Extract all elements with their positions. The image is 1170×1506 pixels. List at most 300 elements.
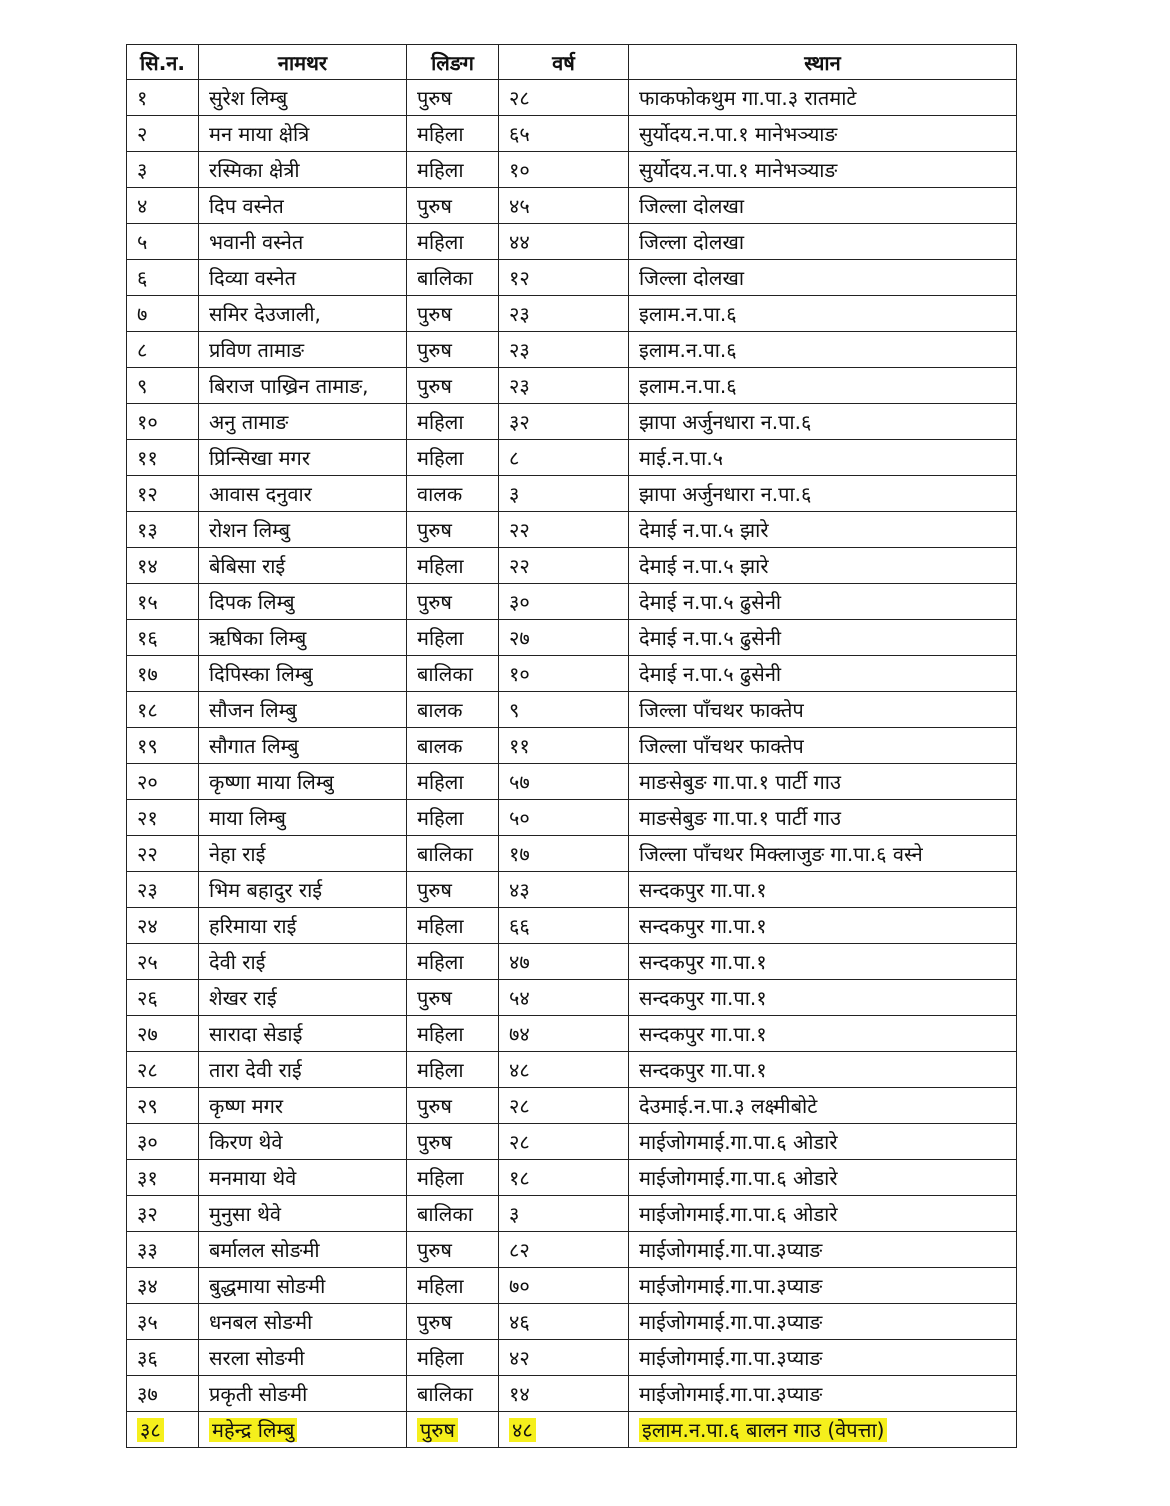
cell-name-text: मुनुसा थेवे	[209, 1202, 282, 1226]
cell-place-text: माईजोगमाई.गा.पा.३प्याङ	[639, 1382, 823, 1406]
cell-age	[499, 368, 629, 404]
cell-serial	[127, 1340, 199, 1376]
table-row	[127, 1268, 1017, 1304]
cell-place-text: सुर्योदय.न.पा.१ मानेभञ्याङ	[639, 122, 838, 146]
cell-place	[629, 296, 1017, 332]
cell-age	[499, 224, 629, 260]
cell-gender-text: महिला	[417, 410, 464, 434]
cell-age-text: ७०	[509, 1274, 530, 1298]
cell-gender-text: पुरुष	[417, 1310, 452, 1334]
cell-age	[499, 1268, 629, 1304]
cell-place-text: माईजोगमाई.गा.पा.३प्याङ	[639, 1274, 823, 1298]
cell-serial-text: २१	[137, 806, 158, 830]
table-row	[127, 296, 1017, 332]
table-row	[127, 764, 1017, 800]
cell-age-text: ९	[509, 698, 520, 722]
cell-serial-text: २८	[137, 1058, 158, 1082]
cell-age	[499, 656, 629, 692]
cell-age-text: ३	[509, 1202, 520, 1226]
cell-name-text: देवी राई	[209, 950, 266, 974]
cell-age-text: १०	[509, 662, 530, 686]
cell-age	[499, 1376, 629, 1412]
cell-name-text: बेबिसा राई	[209, 554, 286, 578]
cell-place-text: देमाई न.पा.५ ढुसेनी	[639, 662, 782, 686]
cell-serial-text: २४	[137, 914, 158, 938]
cell-place	[629, 1052, 1017, 1088]
cell-age-text: १२	[509, 266, 530, 290]
cell-place	[629, 764, 1017, 800]
cell-place-text: माङसेबुङ गा.पा.१ पार्टी गाउ	[639, 770, 841, 794]
cell-name-text: प्रविण तामाङ	[209, 338, 304, 362]
cell-serial-text: ८	[137, 338, 148, 362]
cell-gender-text: पुरुष	[417, 1094, 452, 1118]
cell-age	[499, 908, 629, 944]
cell-place	[629, 152, 1017, 188]
cell-serial-text: ३७	[137, 1382, 158, 1406]
cell-age-text: ५७	[509, 770, 530, 794]
cell-place	[629, 800, 1017, 836]
cell-gender-text: बालिका	[417, 1382, 473, 1406]
cell-place-text: जिल्ला पाँचथर मिक्लाजुङ गा.पा.६ वस्ने	[639, 842, 923, 866]
cell-gender	[407, 908, 499, 944]
cell-name-text: दिपक लिम्बु	[209, 590, 295, 614]
cell-age	[499, 584, 629, 620]
header-serial: सि.न.	[127, 45, 199, 80]
cell-place-text: जिल्ला दोलखा	[639, 266, 745, 290]
cell-gender-text: बालिका	[417, 1202, 473, 1226]
cell-place	[629, 980, 1017, 1016]
cell-name-text: माया लिम्बु	[209, 806, 286, 830]
cell-serial-text: १५	[137, 590, 158, 614]
cell-place	[629, 1268, 1017, 1304]
cell-serial-text: ३२	[137, 1202, 158, 1226]
cell-serial	[127, 872, 199, 908]
table-row	[127, 224, 1017, 260]
cell-name	[199, 260, 407, 296]
cell-name-text: दिप वस्नेत	[209, 194, 284, 218]
table-row	[127, 944, 1017, 980]
cell-gender-text: बालिका	[417, 842, 473, 866]
cell-name	[199, 1232, 407, 1268]
cell-age	[499, 1340, 629, 1376]
cell-place-text: देमाई न.पा.५ झारे	[639, 518, 769, 542]
cell-place	[629, 1160, 1017, 1196]
cell-serial	[127, 728, 199, 764]
cell-name	[199, 152, 407, 188]
cell-name	[199, 332, 407, 368]
cell-name-text: सौजन लिम्बु	[209, 698, 297, 722]
cell-place-text: माईजोगमाई.गा.पा.३प्याङ	[639, 1346, 823, 1370]
cell-serial	[127, 1196, 199, 1232]
cell-age-text: ८२	[509, 1238, 530, 1262]
cell-gender-text: महिला	[417, 122, 464, 146]
cell-name	[199, 1124, 407, 1160]
cell-place-text: इलाम.न.पा.६	[639, 302, 737, 326]
cell-name	[199, 80, 407, 116]
cell-name-text: बिराज पाख्रिन तामाङ,	[209, 374, 369, 398]
cell-serial	[127, 656, 199, 692]
cell-gender	[407, 1160, 499, 1196]
table-row	[127, 1052, 1017, 1088]
cell-serial-text: १९	[137, 734, 158, 758]
cell-place	[629, 440, 1017, 476]
cell-place-text: झापा अर्जुनधारा न.पा.६	[639, 482, 812, 506]
cell-serial	[127, 512, 199, 548]
cell-gender-text: महिला	[417, 1022, 464, 1046]
cell-name-text: दिव्या वस्नेत	[209, 266, 297, 290]
cell-gender-text: पुरुष	[417, 302, 452, 326]
cell-place-text: फाकफोकथुम गा.पा.३ रातमाटे	[639, 86, 857, 110]
cell-place-text: सन्दकपुर गा.पा.१	[639, 878, 767, 902]
table-body	[127, 80, 1017, 1448]
cell-age	[499, 1196, 629, 1232]
cell-name	[199, 944, 407, 980]
cell-age-text: १०	[509, 158, 530, 182]
cell-age	[499, 1304, 629, 1340]
table-row	[127, 908, 1017, 944]
cell-name	[199, 692, 407, 728]
cell-gender	[407, 548, 499, 584]
cell-gender-text: बालक	[417, 734, 463, 758]
cell-name	[199, 1088, 407, 1124]
cell-age-text: ४८	[509, 1418, 536, 1442]
cell-serial-text: ३३	[137, 1238, 158, 1262]
table-row	[127, 368, 1017, 404]
table-row	[127, 836, 1017, 872]
cell-serial	[127, 332, 199, 368]
cell-serial	[127, 440, 199, 476]
cell-place-text: सन्दकपुर गा.पा.१	[639, 950, 767, 974]
cell-gender	[407, 1016, 499, 1052]
cell-place-text: जिल्ला पाँचथर फाक्तेप	[639, 734, 804, 758]
cell-age-text: ४५	[509, 194, 530, 218]
cell-age-text: २३	[509, 302, 530, 326]
cell-serial	[127, 260, 199, 296]
cell-serial-text: २	[137, 122, 148, 146]
cell-gender	[407, 332, 499, 368]
cell-serial-text: २७	[137, 1022, 158, 1046]
cell-gender	[407, 1268, 499, 1304]
cell-name-text: रस्मिका क्षेत्री	[209, 158, 300, 182]
cell-serial-text: २६	[137, 986, 158, 1010]
cell-age-text: ५०	[509, 806, 530, 830]
cell-serial-text: २०	[137, 770, 158, 794]
cell-place	[629, 404, 1017, 440]
cell-name-text: कृष्णा माया लिम्बु	[209, 770, 334, 794]
cell-gender-text: महिला	[417, 554, 464, 578]
cell-age	[499, 440, 629, 476]
cell-serial-text: ३१	[137, 1166, 158, 1190]
cell-serial	[127, 1124, 199, 1160]
table-row	[127, 1196, 1017, 1232]
cell-name-text: शेखर राई	[209, 986, 277, 1010]
cell-serial-text: ३५	[137, 1310, 158, 1334]
cell-gender	[407, 80, 499, 116]
cell-age	[499, 728, 629, 764]
cell-gender	[407, 764, 499, 800]
cell-name-text: नेहा राई	[209, 842, 266, 866]
cell-gender-text: पुरुष	[417, 518, 452, 542]
cell-age	[499, 764, 629, 800]
cell-place	[629, 944, 1017, 980]
cell-name	[199, 764, 407, 800]
cell-serial-text: ३६	[137, 1346, 158, 1370]
cell-name	[199, 1268, 407, 1304]
cell-serial	[127, 188, 199, 224]
cell-serial-text: १४	[137, 554, 158, 578]
cell-serial-text: २३	[137, 878, 158, 902]
cell-gender-text: महिला	[417, 158, 464, 182]
cell-place	[629, 224, 1017, 260]
cell-place-text: सन्दकपुर गा.पा.१	[639, 1058, 767, 1082]
header-age: वर्ष	[499, 45, 629, 80]
cell-gender-text: महिला	[417, 1346, 464, 1370]
cell-place	[629, 1196, 1017, 1232]
cell-age	[499, 1160, 629, 1196]
cell-age-text: २३	[509, 338, 530, 362]
cell-age-text: ३२	[509, 410, 530, 434]
cell-gender-text: बालिका	[417, 266, 473, 290]
cell-serial-text: २५	[137, 950, 158, 974]
cell-gender-text: पुरुष	[417, 194, 452, 218]
cell-name	[199, 620, 407, 656]
cell-name-text: समिर देउजाली,	[209, 302, 321, 326]
cell-place	[629, 692, 1017, 728]
cell-gender	[407, 512, 499, 548]
cell-serial-text: ३०	[137, 1130, 158, 1154]
cell-name-text: धनबल सोङमी	[209, 1310, 313, 1334]
cell-gender	[407, 368, 499, 404]
cell-place-text: इलाम.न.पा.६ बालन गाउ (वेपत्ता)	[639, 1418, 887, 1442]
cell-place	[629, 188, 1017, 224]
cell-age-text: ४७	[509, 950, 530, 974]
cell-gender-text: महिला	[417, 1274, 464, 1298]
cell-serial	[127, 116, 199, 152]
cell-place	[629, 368, 1017, 404]
cell-serial-text: २९	[137, 1094, 158, 1118]
cell-age-text: ५४	[509, 986, 530, 1010]
cell-gender	[407, 584, 499, 620]
cell-age-text: २८	[509, 1130, 530, 1154]
table-row	[127, 80, 1017, 116]
table-row	[127, 1124, 1017, 1160]
cell-name	[199, 116, 407, 152]
cell-gender	[407, 836, 499, 872]
cell-place	[629, 80, 1017, 116]
cell-name	[199, 836, 407, 872]
cell-place-text: इलाम.न.पा.६	[639, 374, 737, 398]
cell-name-text: तारा देवी राई	[209, 1058, 302, 1082]
cell-gender	[407, 728, 499, 764]
cell-name	[199, 1376, 407, 1412]
cell-age-text: ८	[509, 446, 520, 470]
cell-serial	[127, 980, 199, 1016]
cell-name	[199, 656, 407, 692]
table-row	[127, 584, 1017, 620]
cell-age-text: ६५	[509, 122, 530, 146]
cell-serial	[127, 368, 199, 404]
cell-gender-text: पुरुष	[417, 86, 452, 110]
cell-gender	[407, 944, 499, 980]
cell-name	[199, 404, 407, 440]
cell-gender-text: महिला	[417, 914, 464, 938]
cell-age	[499, 80, 629, 116]
cell-gender	[407, 1052, 499, 1088]
cell-gender-text: पुरुष	[417, 374, 452, 398]
cell-place-text: माईजोगमाई.गा.पा.६ ओडारे	[639, 1130, 838, 1154]
cell-name-text: ऋषिका लिम्बु	[209, 626, 307, 650]
cell-serial	[127, 1376, 199, 1412]
cell-place	[629, 728, 1017, 764]
cell-name-text: सुरेश लिम्बु	[209, 86, 288, 110]
cell-serial-text: १६	[137, 626, 158, 650]
cell-gender	[407, 440, 499, 476]
cell-name-text: मनमाया थेवे	[209, 1166, 297, 1190]
cell-place	[629, 584, 1017, 620]
cell-gender	[407, 620, 499, 656]
table-row	[127, 188, 1017, 224]
cell-place-text: माई.न.पा.५	[639, 446, 724, 470]
cell-place-text: जिल्ला पाँचथर फाक्तेप	[639, 698, 804, 722]
cell-name	[199, 368, 407, 404]
cell-serial	[127, 1304, 199, 1340]
cell-gender-text: महिला	[417, 446, 464, 470]
cell-gender	[407, 800, 499, 836]
cell-age	[499, 1016, 629, 1052]
cell-place	[629, 332, 1017, 368]
cell-name	[199, 1196, 407, 1232]
cell-age-text: ४६	[509, 1310, 530, 1334]
cell-name	[199, 800, 407, 836]
cell-gender-text: पुरुष	[417, 1418, 458, 1442]
cell-serial	[127, 1412, 199, 1448]
people-table	[126, 44, 1017, 1448]
cell-place	[629, 260, 1017, 296]
cell-name-text: महेन्द्र लिम्बु	[209, 1418, 297, 1442]
cell-serial	[127, 620, 199, 656]
cell-place	[629, 116, 1017, 152]
cell-gender-text: महिला	[417, 770, 464, 794]
cell-name	[199, 980, 407, 1016]
cell-age-text: २८	[509, 1094, 530, 1118]
document-sheet	[126, 44, 1016, 1448]
cell-serial	[127, 944, 199, 980]
cell-place	[629, 548, 1017, 584]
cell-serial	[127, 1160, 199, 1196]
cell-place	[629, 1088, 1017, 1124]
cell-place-text: सन्दकपुर गा.पा.१	[639, 1022, 767, 1046]
cell-gender-text: महिला	[417, 626, 464, 650]
cell-serial	[127, 1052, 199, 1088]
cell-gender-text: पुरुष	[417, 986, 452, 1010]
cell-name-text: आवास दनुवार	[209, 482, 312, 506]
cell-age-text: ४२	[509, 1346, 530, 1370]
cell-place-text: माईजोगमाई.गा.पा.३प्याङ	[639, 1310, 823, 1334]
table-row	[127, 1160, 1017, 1196]
cell-place	[629, 1340, 1017, 1376]
cell-gender	[407, 1232, 499, 1268]
cell-place-text: माईजोगमाई.गा.पा.३प्याङ	[639, 1238, 823, 1262]
cell-name-text: भिम बहादुर राई	[209, 878, 323, 902]
cell-place-text: जिल्ला दोलखा	[639, 230, 745, 254]
cell-gender	[407, 656, 499, 692]
cell-place	[629, 836, 1017, 872]
cell-gender-text: महिला	[417, 1058, 464, 1082]
cell-name-text: अनु तामाङ	[209, 410, 289, 434]
cell-age	[499, 836, 629, 872]
cell-name	[199, 476, 407, 512]
table-row	[127, 476, 1017, 512]
cell-serial-text: ११	[137, 446, 158, 470]
cell-gender	[407, 188, 499, 224]
table-row	[127, 1304, 1017, 1340]
cell-gender-text: पुरुष	[417, 1238, 452, 1262]
cell-serial-text: ३४	[137, 1274, 158, 1298]
cell-gender-text: महिला	[417, 806, 464, 830]
cell-name	[199, 224, 407, 260]
header-gender: लिङग	[407, 45, 499, 80]
header-row	[127, 45, 1017, 80]
cell-age	[499, 260, 629, 296]
table-row	[127, 656, 1017, 692]
cell-name-text: दिपिस्का लिम्बु	[209, 662, 313, 686]
table-row	[127, 1340, 1017, 1376]
cell-serial	[127, 548, 199, 584]
cell-age	[499, 1088, 629, 1124]
cell-gender-text: पुरुष	[417, 878, 452, 902]
cell-age	[499, 944, 629, 980]
cell-gender	[407, 260, 499, 296]
cell-age	[499, 1124, 629, 1160]
cell-serial-text: १०	[137, 410, 158, 434]
cell-age	[499, 476, 629, 512]
table-row	[127, 548, 1017, 584]
cell-name-text: मन माया क्षेत्रि	[209, 122, 310, 146]
cell-name-text: सरला सोङमी	[209, 1346, 305, 1370]
cell-age	[499, 800, 629, 836]
cell-serial-text: ६	[137, 266, 148, 290]
cell-age	[499, 152, 629, 188]
table-row	[127, 440, 1017, 476]
table-row	[127, 1376, 1017, 1412]
cell-gender	[407, 1196, 499, 1232]
cell-gender	[407, 1340, 499, 1376]
cell-age-text: ४३	[509, 878, 530, 902]
cell-serial-text: १८	[137, 698, 158, 722]
header-place: स्थान	[629, 45, 1017, 80]
cell-age-text: २३	[509, 374, 530, 398]
cell-age-text: २२	[509, 518, 530, 542]
cell-place	[629, 1124, 1017, 1160]
cell-gender-text: बालक	[417, 698, 463, 722]
header-name: नामथर	[199, 45, 407, 80]
cell-age	[499, 332, 629, 368]
table-row	[127, 512, 1017, 548]
cell-name	[199, 1412, 407, 1448]
table-row	[127, 404, 1017, 440]
cell-age	[499, 872, 629, 908]
cell-name	[199, 1160, 407, 1196]
cell-name	[199, 872, 407, 908]
cell-serial	[127, 908, 199, 944]
cell-name	[199, 1052, 407, 1088]
table-row	[127, 728, 1017, 764]
cell-serial	[127, 764, 199, 800]
cell-place	[629, 656, 1017, 692]
cell-age-text: २८	[509, 86, 530, 110]
table-row	[127, 800, 1017, 836]
cell-gender	[407, 980, 499, 1016]
